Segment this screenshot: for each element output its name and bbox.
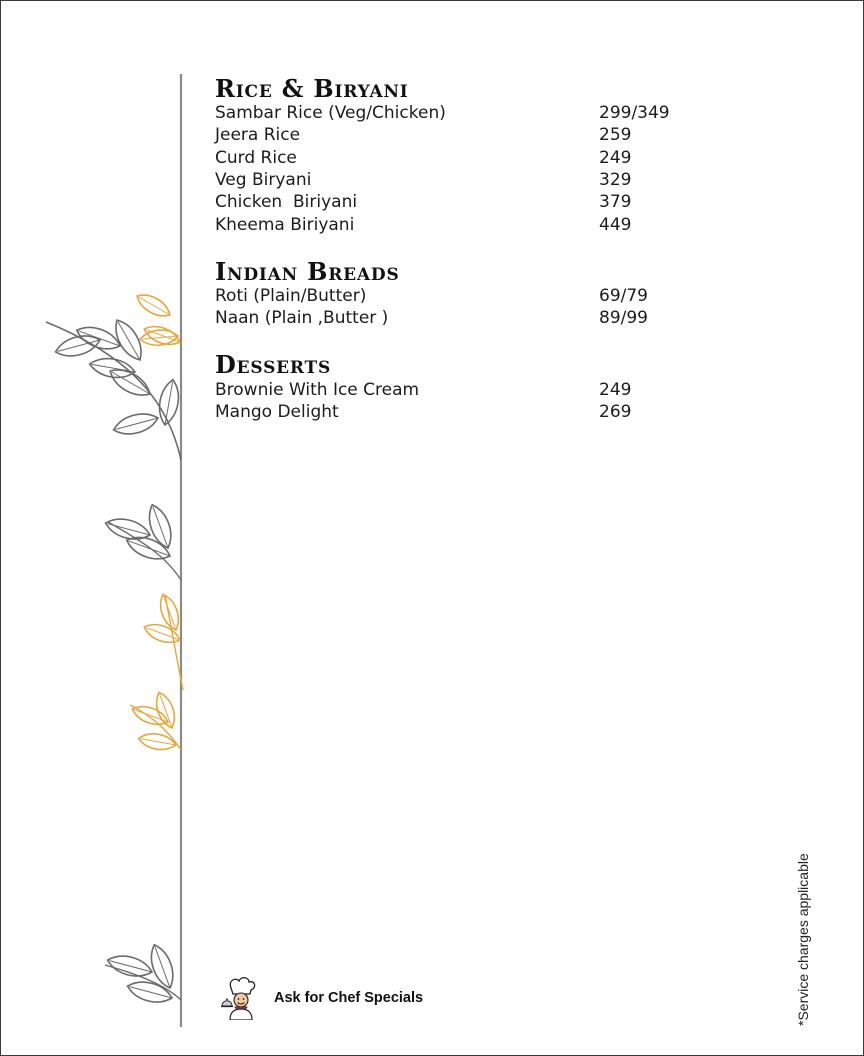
item-price: 299/349: [599, 103, 670, 124]
item-price: 89/99: [599, 308, 648, 329]
menu-list: [215, 76, 775, 446]
item-name: Jeera Rice: [215, 125, 301, 146]
menu-item: [215, 169, 775, 191]
item-name: Veg Biryani: [215, 170, 312, 191]
item-name: Roti (Plain/Butter): [215, 285, 367, 306]
menu-section-indian-breads: [215, 256, 775, 330]
item-name: Naan (Plain ,Butter ): [215, 308, 389, 329]
section-title: Indian Breads: [215, 256, 400, 286]
item-name: Chicken Biriyani: [215, 192, 358, 213]
item-price: 449: [599, 214, 632, 235]
service-charges-note: *Service charges applicable: [795, 853, 811, 1026]
item-name: Mango Delight: [215, 401, 339, 422]
chef-specials-label: Ask for Chef Specials: [274, 990, 424, 1006]
item-name: Brownie With Ice Cream: [215, 379, 420, 400]
menu-section-rice-biryani: [215, 76, 775, 236]
menu-item: [215, 124, 775, 146]
item-price: 329: [599, 170, 632, 191]
menu-item: [215, 285, 775, 307]
menu-item: [215, 191, 775, 213]
menu-item: [215, 147, 775, 169]
item-price: 249: [599, 379, 632, 400]
item-price: 69/79: [599, 285, 648, 306]
menu-item: [215, 307, 775, 329]
item-name: Curd Rice: [215, 147, 297, 168]
section-title: Desserts: [215, 350, 332, 380]
item-price: 249: [599, 147, 632, 168]
menu-item: [215, 378, 775, 400]
menu-item: [215, 213, 775, 235]
chef-icon: [220, 976, 262, 1020]
menu-section-desserts: [215, 352, 775, 423]
chef-specials-note: [220, 976, 423, 1020]
item-name: Sambar Rice (Veg/Chicken): [215, 103, 446, 124]
menu-item: [215, 401, 775, 423]
menu-item: [215, 102, 775, 124]
item-price: 379: [599, 192, 632, 213]
section-title: Rice & Biryani: [215, 74, 409, 103]
item-name: Kheema Biriyani: [215, 214, 355, 235]
item-price: 269: [599, 401, 632, 422]
item-price: 259: [599, 125, 632, 146]
